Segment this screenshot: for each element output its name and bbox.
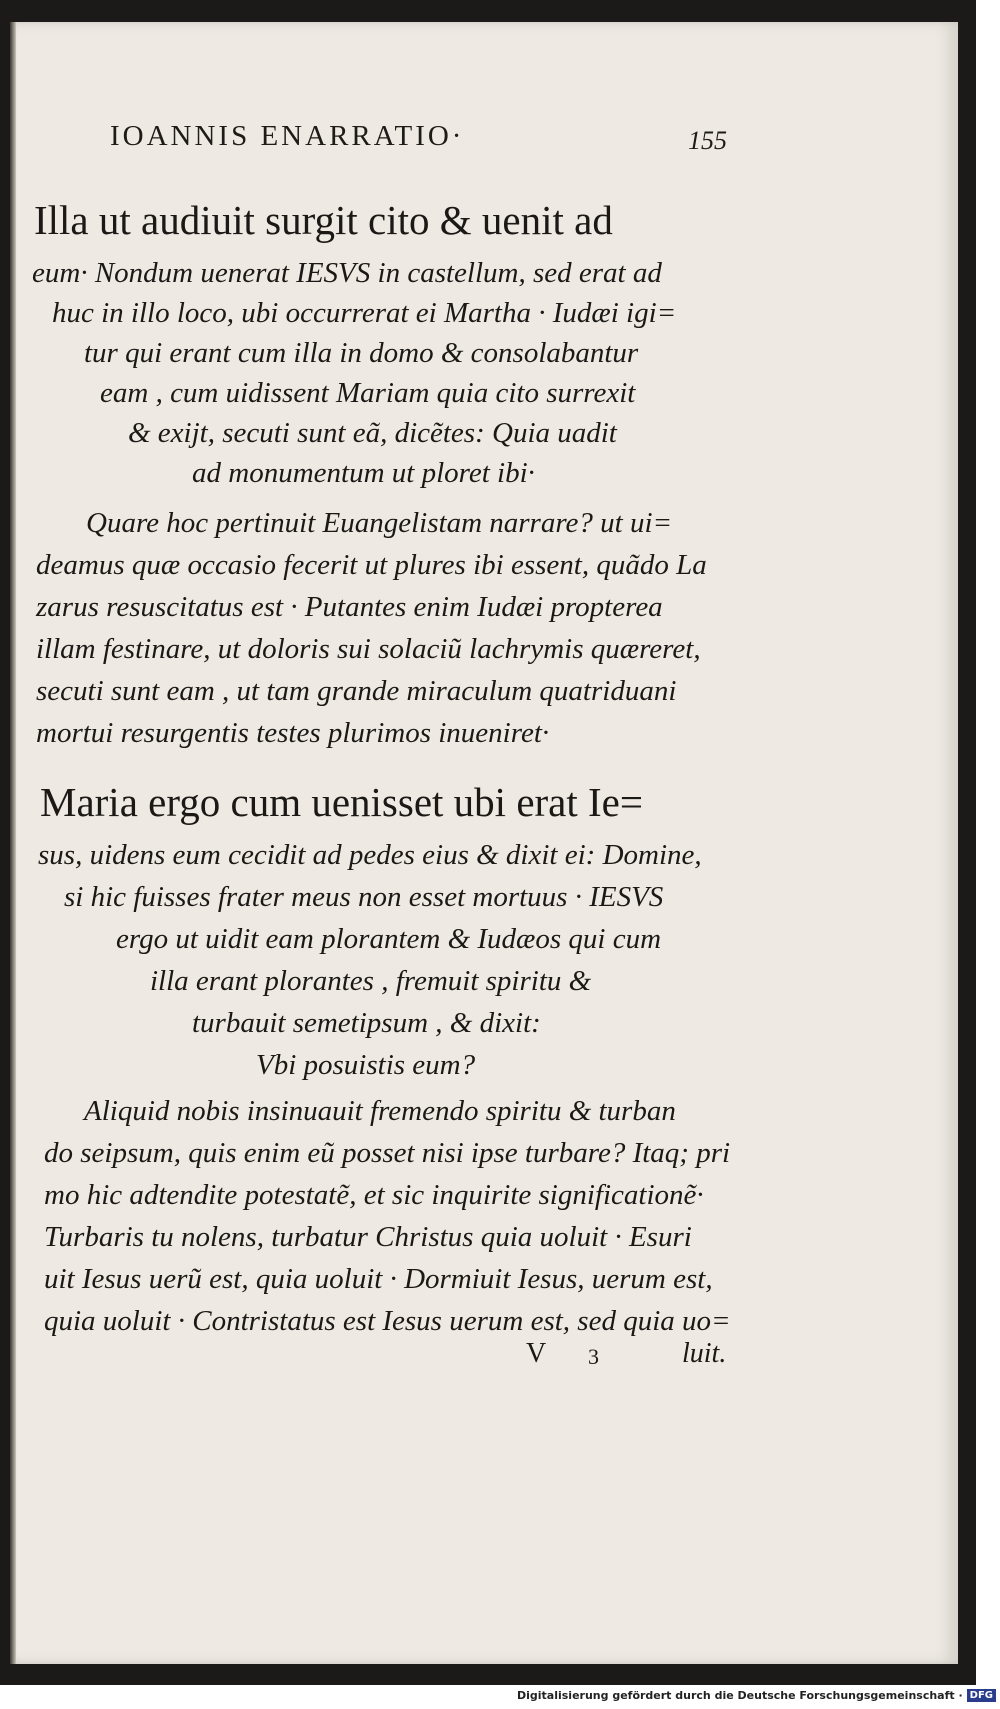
text-line: & exijt, secuti sunt eã, dicẽtes: Quia uadit	[128, 417, 617, 449]
text-line: mo hic adtendite potestatẽ, et sic inquirite significationẽ·	[44, 1179, 704, 1211]
text-line: tur qui erant cum illa in domo & consolabantur	[84, 337, 639, 369]
text-line: zarus resuscitatus est · Putantes enim Iudæi propterea	[36, 591, 663, 623]
text-line: si hic fuisses frater meus non esset mortuus · IESVS	[64, 881, 664, 913]
text-line: ergo ut uidit eam plorantem & Iudæos qui cum	[116, 923, 662, 955]
footer-text: Digitalisierung gefördert durch die Deutsche Forschungsgemeinschaft ·	[516, 1689, 963, 1702]
text-line: uit Iesus uerũ est, quia uoluit · Dormiuit Iesus, uerum est,	[44, 1263, 713, 1295]
running-title: IOANNIS ENARRATIO·	[110, 120, 465, 152]
footer-credit	[517, 1689, 996, 1702]
text-line: do seipsum, quis enim eũ posset nisi ipse turbare? Itaq; pri	[44, 1137, 731, 1169]
text-line: eam , cum uidissent Mariam quia cito surrexit	[100, 377, 636, 409]
text-line: deamus quæ occasio fecerit ut plures ibi essent, quãdo La	[36, 549, 707, 581]
text-line: Quare hoc pertinuit Euangelistam narrare? ut ui=	[86, 507, 673, 539]
text-line: Vbi posuistis eum?	[256, 1049, 476, 1081]
text-line: Maria ergo cum uenisset ubi erat Ie=	[40, 779, 643, 825]
text-line: huc in illo loco, ubi occurrerat ei Martha · Iudæi igi=	[52, 297, 677, 329]
text-line: illa erant plorantes , fremuit spiritu &	[150, 965, 592, 997]
text-line: eum· Nondum uenerat IESVS in castellum, sed erat ad	[32, 257, 662, 289]
text-line: illam festinare, ut doloris sui solaciũ lachrymis quæreret,	[36, 633, 701, 665]
dfg-logo-icon: DFG	[967, 1689, 996, 1702]
page-gutter-edge	[10, 22, 16, 1664]
text-line: mortui resurgentis testes plurimos inueniret·	[36, 717, 550, 749]
text-line: ad monumentum ut ploret ibi·	[192, 457, 535, 489]
signature-mark: V	[526, 1338, 547, 1369]
catchword: luit.	[682, 1338, 727, 1369]
page-number: 155	[688, 126, 727, 155]
text-line: Aliquid nobis insinuauit fremendo spiritu & turban	[84, 1095, 676, 1127]
text-line: Turbaris tu nolens, turbatur Christus quia uoluit · Esuri	[44, 1221, 692, 1253]
text-line: sus, uidens eum cecidit ad pedes eius & dixit ei: Domine,	[38, 839, 702, 871]
text-line: Illa ut audiuit surgit cito & uenit ad	[34, 197, 613, 243]
text-line: quia uoluit · Contristatus est Iesus uerum est, sed quia uo=	[44, 1305, 731, 1337]
text-line: secuti sunt eam , ut tam grande miraculum quatriduani	[36, 675, 677, 707]
text-line: turbauit semetipsum , & dixit:	[192, 1007, 541, 1039]
signature-number: 3	[588, 1344, 599, 1369]
